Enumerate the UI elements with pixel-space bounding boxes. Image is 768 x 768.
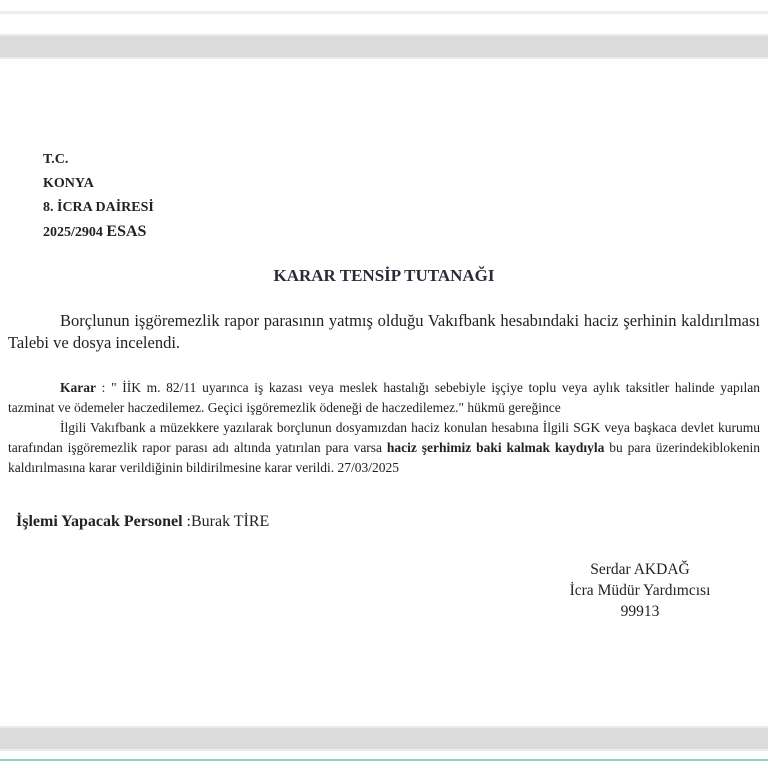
signature-block <box>540 559 740 622</box>
personnel-line <box>16 513 269 531</box>
top-divider <box>0 11 768 14</box>
top-toolbar-band <box>0 34 768 59</box>
accent-divider <box>0 759 768 761</box>
header-tc: T.C. <box>43 152 69 167</box>
decision-paragraph-2 <box>8 418 760 478</box>
header-case <box>43 220 154 245</box>
request-paragraph <box>8 310 760 354</box>
decision-section <box>8 378 760 478</box>
request-text: Borçlunun işgöremezlik rapor parasının yatmış olduğu Vakıfbank hesabındaki haciz şerhinin kaldırılması Talebi ve dosya incelendi. <box>8 311 760 352</box>
signer-name: Serdar AKDAĞ <box>590 561 690 578</box>
decision-text-2-pre: İlgili Vakıfbank a müzekkere yazılarak borçlunun dosyamızdan haciz konulan hesabına İlgili SGK veya başkaca devlet kurumu tarafından işgöremezlik rapor parası adı altında yatırılan para varsa <box>8 420 760 455</box>
bottom-toolbar-band <box>0 726 768 751</box>
document-header <box>43 148 154 245</box>
case-number: 2025/2904 <box>43 225 103 240</box>
case-type: ESAS <box>106 223 147 240</box>
decision-text-2-post: bu para üzerindekiblokenin kaldırılmasına karar verildiğinin bildirilmesine karar verildi. 27/03/2025 <box>8 440 760 475</box>
header-city: KONYA <box>43 176 94 191</box>
signer-role: İcra Müdür Yardımcısı <box>569 582 711 599</box>
decision-label: Karar <box>60 380 96 395</box>
header-office: 8. İCRA DAİRESİ <box>43 200 154 215</box>
decision-text-1: " İİK m. 82/11 uyarınca iş kazası veya meslek hastalığı sebebiyle işçiye toplu veya aylık taksitler halinde yapılan tazminat ve ödemeler haczedilemez. Geçici işgöremezlik ödeneği de haczedilemez." hükmü gereğince <box>8 380 760 415</box>
decision-text-2-bold: haciz şerhimiz baki kalmak kaydıyla <box>386 440 605 455</box>
signer-number: 99913 <box>620 603 660 620</box>
decision-paragraph-1 <box>8 378 760 418</box>
decision-separator: : <box>96 380 112 395</box>
personnel-label: İşlemi Yapacak Personel <box>16 513 183 530</box>
personnel-value: :Burak TİRE <box>186 513 270 530</box>
document-title: KARAR TENSİP TUTANAĞI <box>273 266 495 285</box>
